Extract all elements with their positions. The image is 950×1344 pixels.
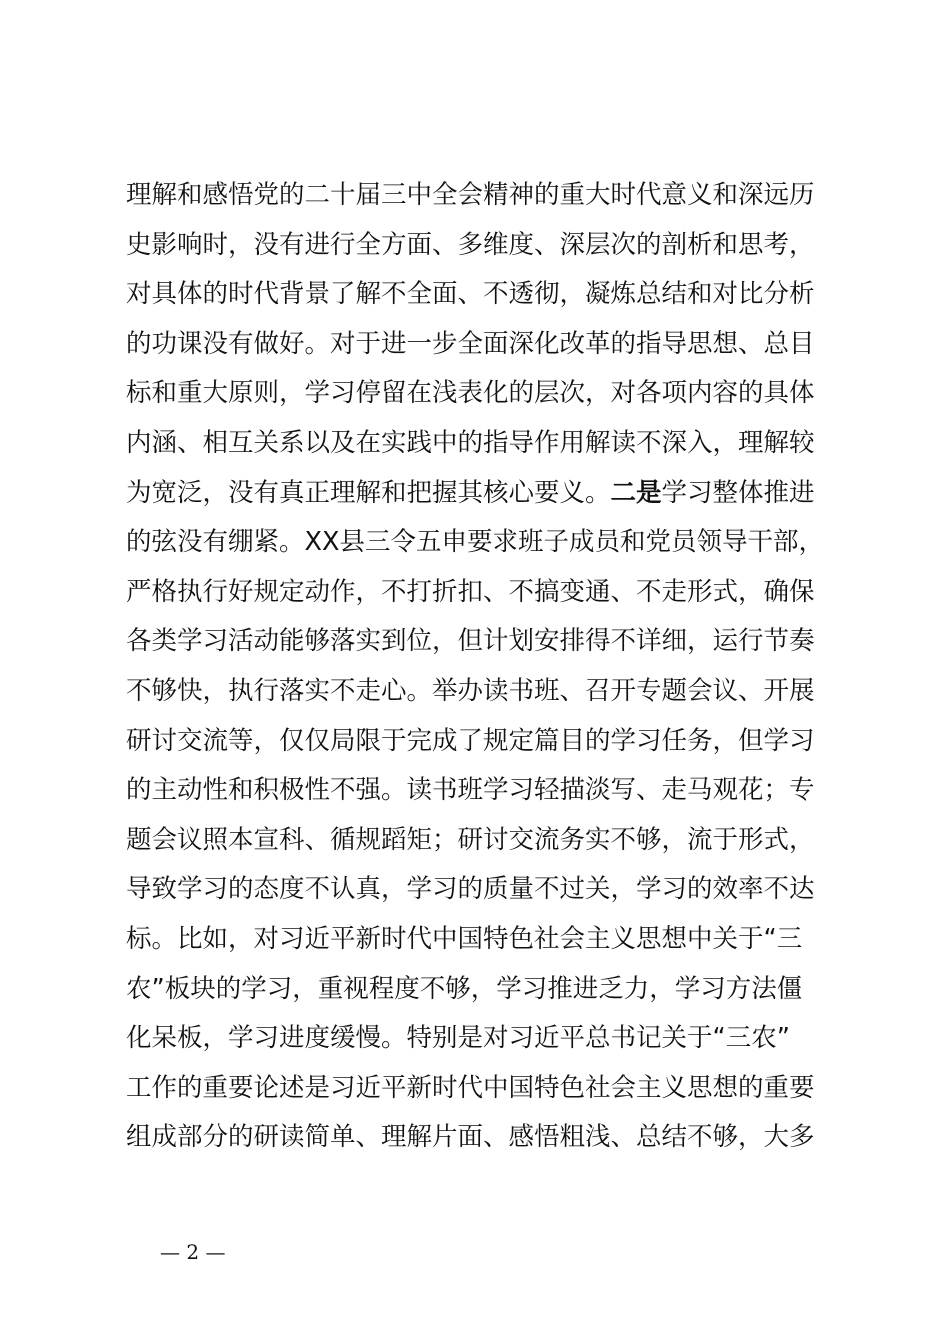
text-line-6: 内涵、相互关系以及在实践中的指导作用解读不深入，理解较: [126, 427, 815, 458]
text-line-7-end: 学习整体推进: [661, 477, 815, 508]
text-line-5: 标和重大原则，学习停留在浅表化的层次，对各项内容的具体: [126, 378, 815, 409]
text-line-12: 研讨交流等，仅仅局限于完成了规定篇目的学习任务，但学习: [126, 725, 815, 756]
text-line-8: 的弦没有绷紧。XX县三令五申要求班子成员和党员领导干部，: [126, 527, 824, 558]
text-line-7: [126, 469, 836, 519]
text-line-2: 史影响时，没有进行全方面、多维度、深层次的剖析和思考，: [126, 229, 815, 260]
text-line-19: 工作的重要论述是习近平新时代中国特色社会主义思想的重要: [126, 1072, 815, 1103]
bold-marker-two: 二是: [610, 477, 662, 508]
body-paragraph: [126, 180, 836, 1163]
text-line-7-start: 为宽泛，没有真正理解和把握其核心要义。: [126, 477, 611, 508]
text-line-11: 不够快，执行落实不走心。举办读书班、召开专题会议、开展: [126, 675, 815, 706]
text-line-20: 组成部分的研读简单、理解片面、感悟粗浅、总结不够，大多: [126, 1122, 815, 1153]
text-line-4: 的功课没有做好。对于进一步全面深化改革的指导思想、总目: [126, 328, 815, 359]
text-line-14: 题会议照本宣科、循规蹈矩；研讨交流务实不够，流于形式，: [126, 824, 815, 855]
page-number: — 2 —: [160, 1240, 226, 1264]
text-line-15: 导致学习的态度不认真，学习的质量不过关，学习的效率不达: [126, 874, 815, 905]
text-line-16: 标。比如，对习近平新时代中国特色社会主义思想中关于“三: [126, 923, 803, 954]
text-line-10: 各类学习活动能够落实到位，但计划安排得不详细，运行节奏: [126, 626, 815, 657]
text-line-17: 农”板块的学习，重视程度不够，学习推进乏力，学习方法僵: [126, 973, 803, 1004]
text-line-3: 对具体的时代背景了解不全面、不透彻，凝炼总结和对比分析: [126, 279, 815, 310]
text-line-1: 理解和感悟党的二十届三中全会精神的重大时代意义和深远历: [126, 180, 815, 210]
text-line-18: 化呆板，学习进度缓慢。特别是对习近平总书记关于“三农”: [126, 1023, 790, 1054]
text-line-9: 严格执行好规定动作，不打折扣、不搞变通、不走形式，确保: [126, 576, 815, 607]
text-line-13: 的主动性和积极性不强。读书班学习轻描淡写、走马观花；专: [126, 775, 815, 806]
